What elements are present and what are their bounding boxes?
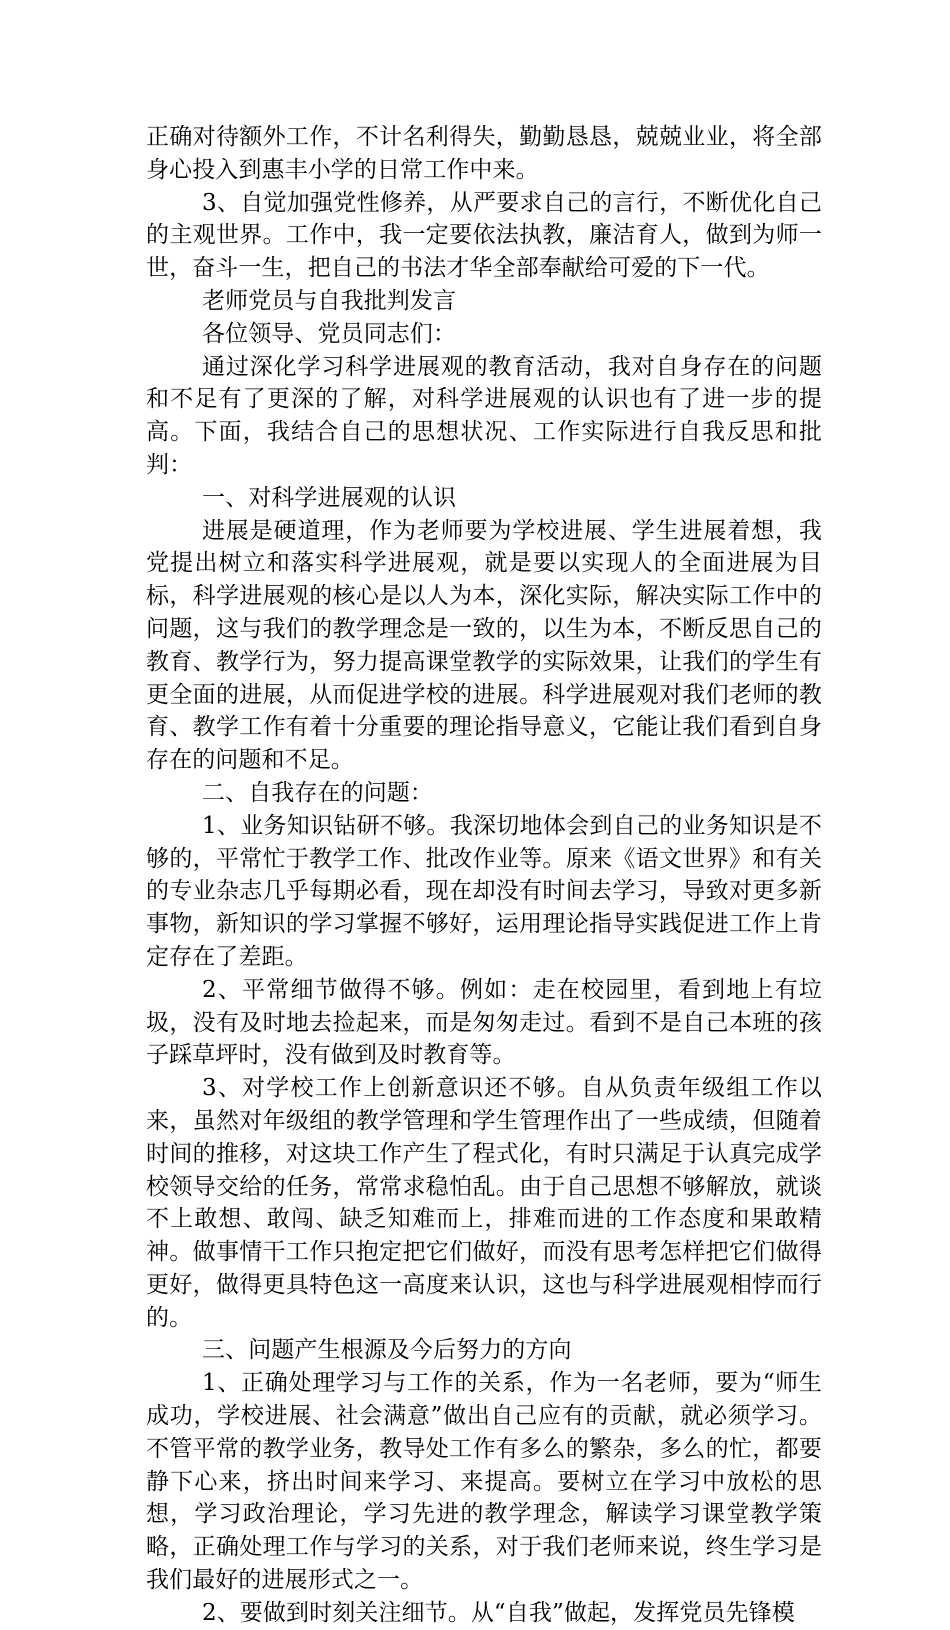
- paragraph: 1、正确处理学习与工作的关系，作为一名老师，要为“师生成功，学校进展、社会满意”做出自己应有的贡献，就必须学习。不管平常的教学业务，教导处工作有多么的繁杂，多么的忙，都要静下心来，挤出时间来学习、来提高。要树立在学习中放松的思想，学习政治理论，学习先进的教学理念，解读学习课堂教学策略，正确处理工作与学习的关系，对于我们老师来说，终生学习是我们最好的进展形式之一。: [146, 1370, 822, 1594]
- paragraph: 二、自我存在的问题：: [202, 779, 433, 806]
- paragraph: 各位领导、党员同志们：: [202, 320, 457, 347]
- paragraph: 1、业务知识钻研不够。我深切地体会到自己的业务知识是不够的，平常忙于教学工作、批改作业等。原来《语文世界》和有关的专业杂志几乎每期必看，现在却没有时间去学习，导致对更多新事物，新知识的学习掌握不够好，运用理论指导实践促进工作上肯定存在了差距。: [146, 812, 822, 970]
- paragraph: 三、问题产生根源及今后努力的方向: [202, 1337, 572, 1364]
- paragraph: 3、对学校工作上创新意识还不够。自从负责年级组工作以来，虽然对年级组的教学管理和学生管理作出了一些成绩，但随着时间的推移，对这块工作产生了程式化，有时只满足于认真完成学校领导交给的任务，常常求稳怕乱。由于自己思想不够解放，就谈不上敢想、敢闯、缺乏知难而上，排难而进的工作态度和果敢精神。做事情干工作只抱定把它们做好，而没有思考怎样把它们做得更好，做得更具特色这一高度来认识，这也与科学进展观相悖而行的。: [146, 1075, 822, 1331]
- document-page: [146, 121, 822, 1630]
- paragraph: 通过深化学习科学进展观的教育活动，我对自身存在的问题和不足有了更深的了解，对科学进展观的认识也有了进一步的提高。下面，我结合自己的思想状况、工作实际进行自我反思和批判：: [146, 353, 822, 478]
- paragraph: 3、自觉加强党性修养，从严要求自己的言行，不断优化自己的主观世界。工作中，我一定要依法执教，廉洁育人，做到为师一世，奋斗一生，把自己的书法才华全部奉献给可爱的下一代。: [146, 189, 822, 282]
- paragraph: 进展是硬道理，作为老师要为学校进展、学生进展着想，我党提出树立和落实科学进展观，就是要以实现人的全面进展为目标，科学进展观的核心是以人为本，深化实际，解决实际工作中的问题，这与我们的教学理念是一致的，以生为本，不断反思自己的教育、教学行为，努力提高课堂教学的实际效果，让我们的学生有更全面的进展，从而促进学校的进展。科学进展观对我们老师的教育、教学工作有着十分重要的理论指导意义，它能让我们看到自身存在的问题和不足。: [146, 517, 822, 774]
- paragraph: 2、平常细节做得不够。例如：走在校园里，看到地上有垃圾，没有及时地去捡起来，而是匆匆走过。看到不是自己本班的孩子踩草坪时，没有做到及时教育等。: [146, 976, 822, 1069]
- paragraph: 一、对科学进展观的认识: [202, 484, 457, 511]
- paragraph: 老师党员与自我批判发言: [202, 287, 457, 314]
- paragraph: 2、要做到时刻关注细节。从“自我”做起，发挥党员先锋模: [202, 1599, 795, 1626]
- paragraph: 正确对待额外工作，不计名利得失，勤勤恳恳，兢兢业业，将全部身心投入到惠丰小学的日常工作中来。: [146, 124, 822, 183]
